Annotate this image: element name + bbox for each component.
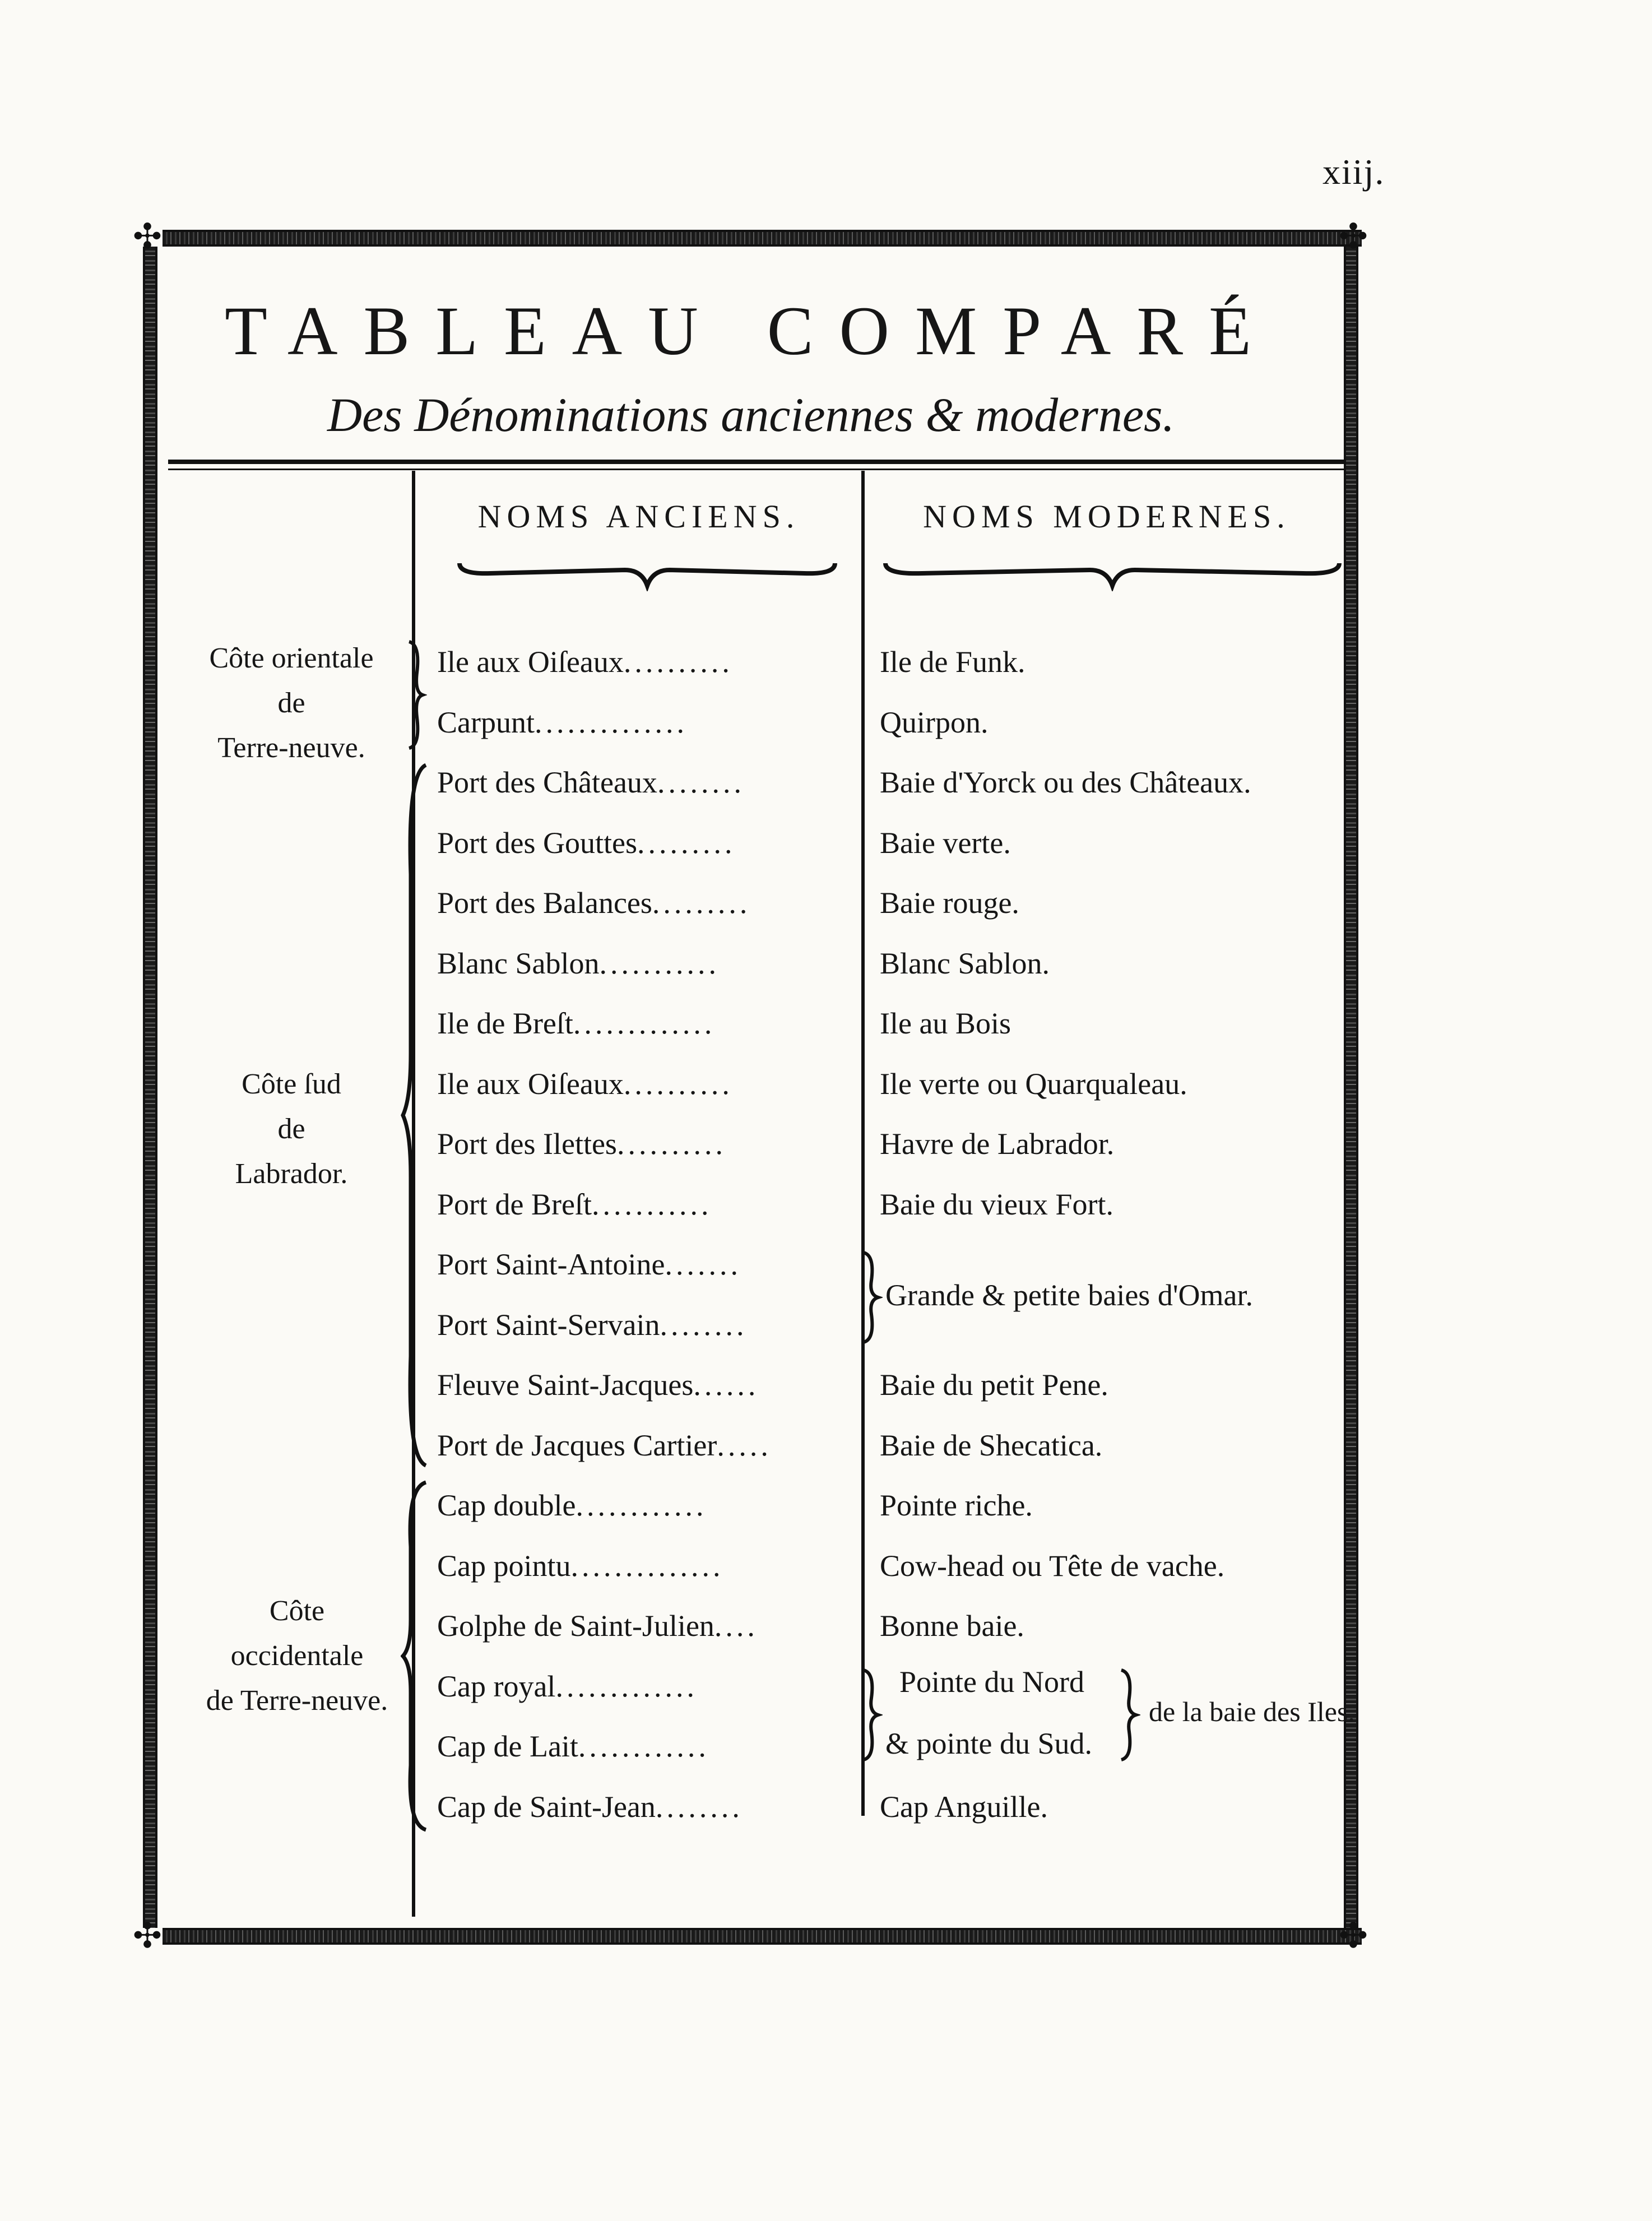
- new-name-row: Baie d'Yorck ou des Châteaux.: [880, 766, 1251, 799]
- page-subtitle: Des Dénominations anciennes & modernes.: [327, 388, 1175, 442]
- page-title: TABLEAU COMPARÉ: [225, 293, 1277, 369]
- merge-brace-icon: [860, 1667, 883, 1763]
- merged-new-name: Pointe du Nord: [899, 1665, 1084, 1699]
- new-name-row: Baie rouge.: [880, 886, 1019, 920]
- new-name-row: Baie de Shecatica.: [880, 1429, 1103, 1462]
- old-name-row: Ile aux Oiſeaux..........: [437, 645, 733, 679]
- old-name-row: Port des Gouttes.........: [437, 826, 736, 860]
- old-name-row: Port des Châteaux........: [437, 766, 745, 799]
- old-name-row: Cap de Saint-Jean........: [437, 1790, 743, 1824]
- new-name-row: Havre de Labrador.: [880, 1127, 1115, 1161]
- corner-ornament-icon: ✣: [1339, 1917, 1368, 1955]
- header-brace-icon: [457, 558, 838, 591]
- region-label: Côte occidentale de Terre-neuve.: [206, 1595, 388, 1717]
- new-name-row: Pointe riche.: [880, 1489, 1033, 1522]
- corner-ornament-icon: ✣: [133, 1917, 162, 1955]
- frame-right-rule: [1344, 247, 1358, 1928]
- title-divider-thin: [168, 469, 1345, 470]
- new-name-row: Cow-head ou Tête de vache.: [880, 1549, 1225, 1583]
- header-old-names: NOMS ANCIENS.: [477, 498, 800, 535]
- old-name-row: Cap double............: [437, 1489, 707, 1522]
- old-name-row: Cap royal.............: [437, 1670, 698, 1703]
- frame-left-rule: [143, 247, 157, 1928]
- new-name-row: Baie verte.: [880, 826, 1011, 860]
- header-new-names: NOMS MODERNES.: [923, 498, 1291, 535]
- old-name-row: Port des Balances.........: [437, 886, 751, 920]
- merge-brace-icon: [860, 1250, 883, 1345]
- old-name-row: Cap pointu..............: [437, 1549, 724, 1583]
- old-name-row: Carpunt..............: [437, 706, 688, 739]
- new-name-row: Baie du petit Pene.: [880, 1368, 1108, 1402]
- new-name-row: Ile au Bois: [880, 1007, 1011, 1040]
- region-label: Côte ſud de Labrador.: [235, 1068, 348, 1190]
- new-name-row: Baie du vieux Fort.: [880, 1188, 1113, 1221]
- old-name-row: Port Saint-Antoine.......: [437, 1248, 741, 1281]
- frame-bottom-rule: [163, 1928, 1362, 1945]
- new-name-row: Blanc Sablon.: [880, 947, 1050, 980]
- new-name-row: Ile verte ou Quarqualeau.: [880, 1067, 1187, 1101]
- region-brace-icon: [401, 1480, 429, 1833]
- old-name-row: Port des Ilettes..........: [437, 1127, 726, 1161]
- title-divider: [168, 460, 1345, 464]
- merged-new-name: Grande & petite baies d'Omar.: [885, 1278, 1254, 1312]
- old-name-row: Port Saint-Servain........: [437, 1308, 748, 1342]
- region-brace-icon: [401, 762, 429, 1468]
- old-name-row: Ile aux Oiſeaux..........: [437, 1067, 733, 1101]
- page-number: xiij.: [1322, 152, 1385, 192]
- old-name-row: Golphe de Saint-Julien....: [437, 1609, 758, 1643]
- new-name-row: Cap Anguille.: [880, 1790, 1048, 1824]
- header-brace-icon: [883, 558, 1342, 591]
- old-name-row: Fleuve Saint-Jacques......: [437, 1368, 759, 1402]
- region-label: Côte orientale de Terre-neuve.: [209, 642, 374, 764]
- merged-new-name: & pointe du Sud.: [885, 1727, 1093, 1760]
- old-name-row: Port de Jacques Cartier.....: [437, 1429, 772, 1462]
- new-name-row: Ile de Funk.: [880, 645, 1025, 679]
- new-name-row: Quirpon.: [880, 706, 989, 739]
- corner-ornament-icon: ✣: [1339, 218, 1368, 256]
- corner-ornament-icon: ✣: [133, 218, 162, 256]
- merge-brace-icon: [1118, 1667, 1140, 1763]
- new-name-row: Bonne baie.: [880, 1609, 1024, 1643]
- merged-new-name: de la baie des Iles.: [1149, 1696, 1355, 1727]
- old-name-row: Ile de Breſt.............: [437, 1007, 716, 1040]
- old-name-row: Cap de Lait............: [437, 1729, 709, 1763]
- region-brace-icon: [405, 639, 427, 751]
- old-name-row: Port de Breſt...........: [437, 1188, 712, 1221]
- old-name-row: Blanc Sablon...........: [437, 947, 720, 980]
- column-divider-middle: [861, 471, 865, 1816]
- frame-top-rule: [163, 230, 1362, 247]
